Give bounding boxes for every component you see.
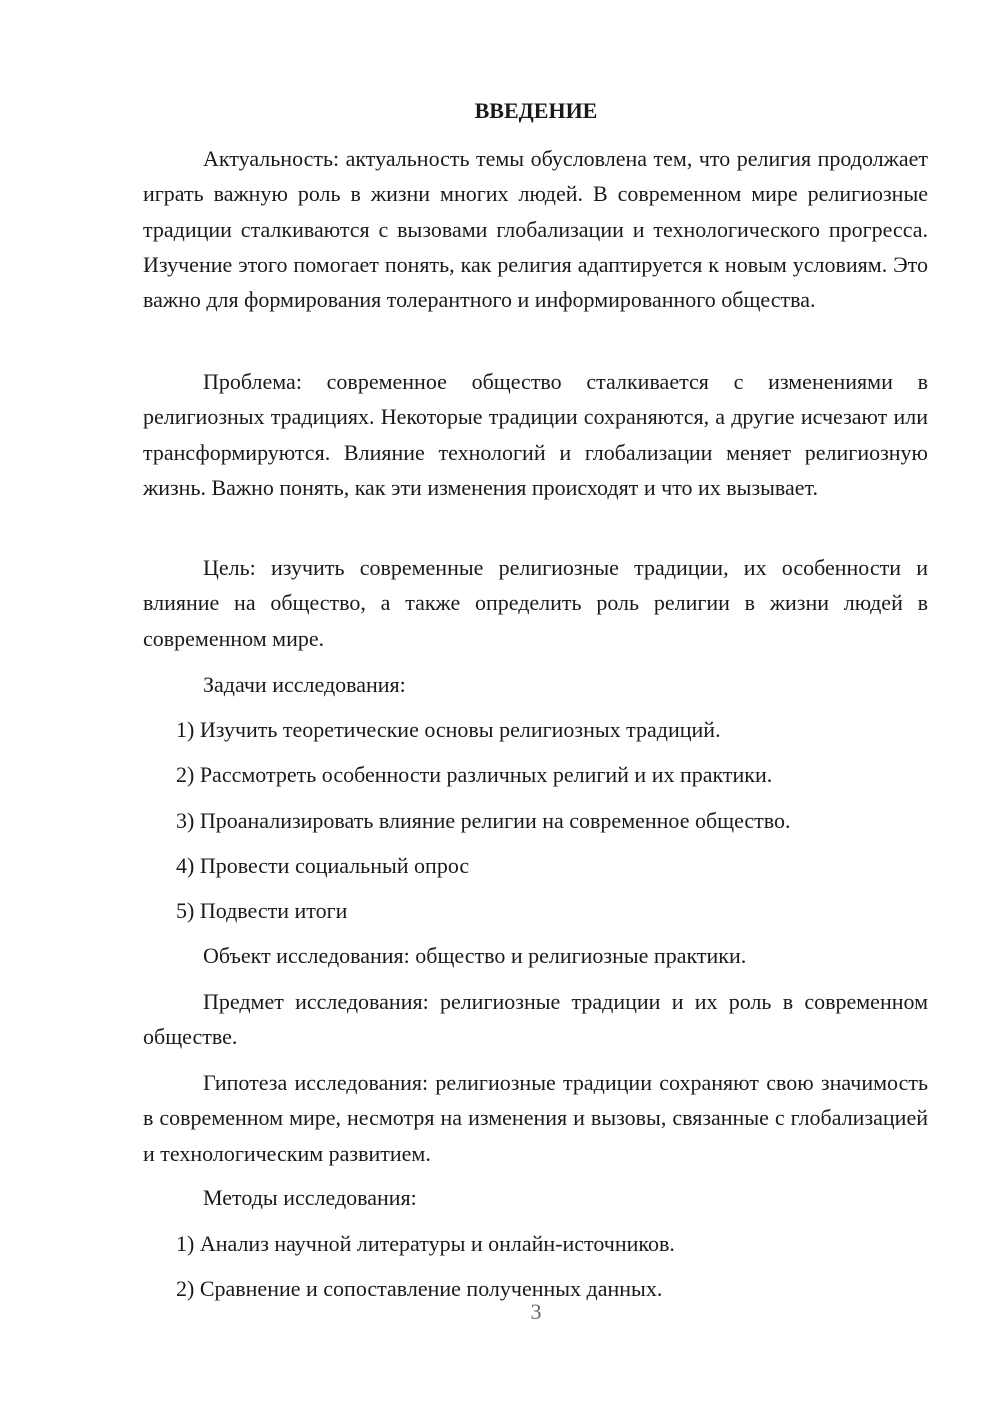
methods-heading: Методы исследования: — [203, 1185, 417, 1210]
hypothesis-paragraph: Гипотеза исследования: религиозные традиции сохраняют свою значимость в современном мире, несмотря на изменения и вызовы, связанные с глобализацией и технологическим развитием. — [143, 1070, 928, 1166]
subject-paragraph: Предмет исследования: религиозные традиции и их роль в современном обществе. — [143, 989, 928, 1050]
task-item-3: 3) Проанализировать влияние религии на современное общество. — [176, 808, 791, 833]
page-title: ВВЕДЕНИЕ — [474, 98, 598, 123]
task-item-5: 5) Подвести итоги — [176, 898, 348, 923]
method-item-2: 2) Сравнение и сопоставление полученных данных. — [176, 1276, 663, 1301]
method-item-1: 1) Анализ научной литературы и онлайн-источников. — [176, 1231, 675, 1256]
object-paragraph: Объект исследования: общество и религиозные практики. — [203, 943, 747, 968]
goal-paragraph: Цель: изучить современные религиозные традиции, их особенности и влияние на общество, а также определить роль религии в жизни людей в современном мире. — [143, 555, 928, 651]
page-number: 3 — [530, 1299, 542, 1324]
task-item-2: 2) Рассмотреть особенности различных религий и их практики. — [176, 762, 773, 787]
task-item-1: 1) Изучить теоретические основы религиозных традиций. — [176, 717, 721, 742]
relevance-paragraph: Актуальность: актуальность темы обусловлена тем, что религия продолжает играть важную роль в жизни многих людей. В современном мире религиозные традиции сталкиваются с вызовами глобализации и технологического прогресса. Изучение этого помогает понять, как религия адаптируется к новым условиям. Это важно для формирования толерантного и информированного общества. — [143, 146, 928, 313]
task-item-4: 4) Провести социальный опрос — [176, 853, 470, 878]
problem-paragraph: Проблема: современное общество сталкивается с изменениями в религиозных традициях. Некоторые традиции сохраняются, а другие исчезают или трансформируются. Влияние технологий и глобализации меняет религиозную жизнь. Важно понять, как эти изменения происходят и что их вызывает. — [143, 369, 928, 500]
tasks-heading: Задачи исследования: — [203, 672, 406, 697]
